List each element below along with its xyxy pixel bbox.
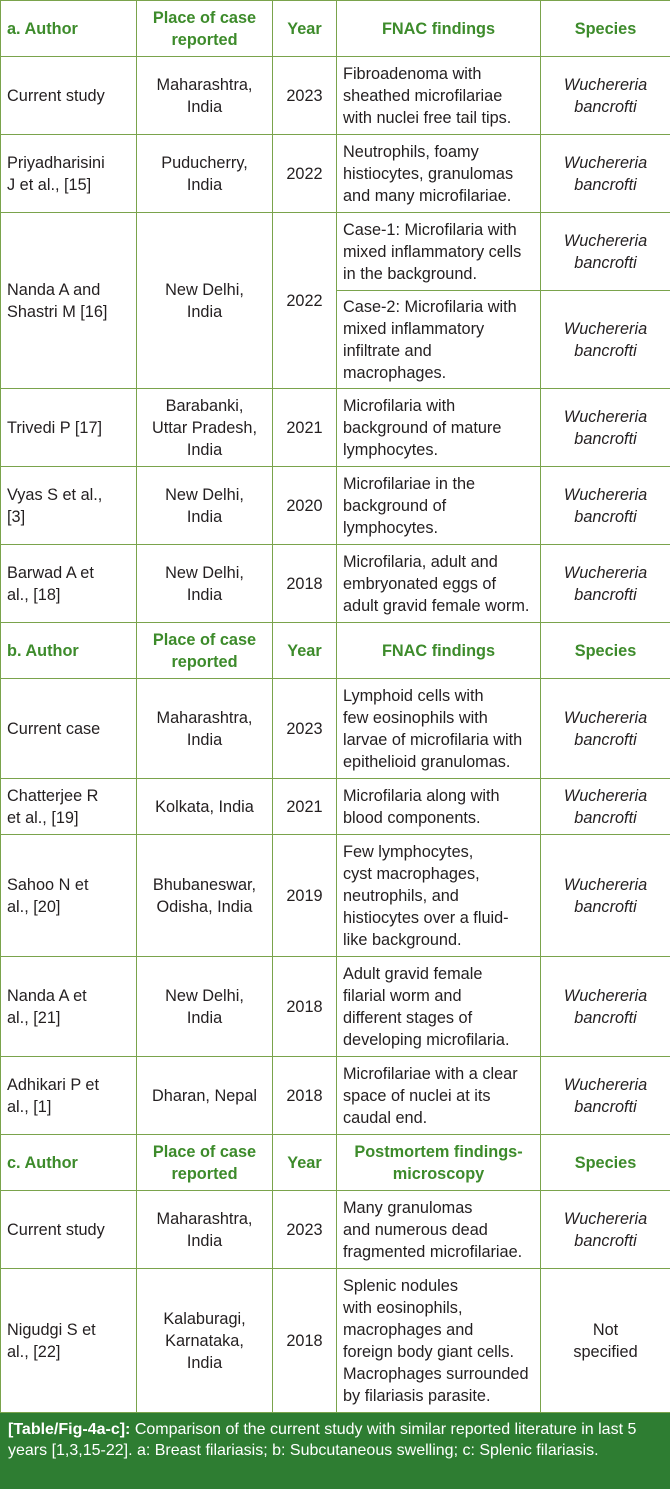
cell-author: Chatterjee R et al., [19] <box>1 779 137 835</box>
table-row <box>1 1269 670 1413</box>
cell-findings: Microfilariae with a clear space of nuclei at its caudal end. <box>337 1057 541 1135</box>
cell-year: 2018 <box>273 545 337 623</box>
table-row <box>1 57 670 135</box>
table-row <box>1 835 670 957</box>
cell-findings: Microfilaria with background of mature lymphocytes. <box>337 389 541 467</box>
table-section-header <box>1 1 670 57</box>
table-row <box>1 779 670 835</box>
cell-year: 2023 <box>273 57 337 135</box>
cell-place: Kolkata, India <box>137 779 273 835</box>
cell-year: 2022 <box>273 213 337 389</box>
cell-findings: Many granulomas and numerous dead fragmented microfilariae. <box>337 1191 541 1269</box>
header-year: Year <box>273 623 337 679</box>
cell-species: Wuchereria bancrofti <box>541 835 670 957</box>
cell-species: Wuchereria bancrofti <box>541 545 670 623</box>
header-place: Place of case reported <box>137 1 273 57</box>
cell-year: 2021 <box>273 389 337 467</box>
cell-place: Dharan, Nepal <box>137 1057 273 1135</box>
cell-year: 2019 <box>273 835 337 957</box>
cell-findings: Neutrophils, foamy histiocytes, granulomas and many microfilariae. <box>337 135 541 213</box>
cell-findings: Microfilaria along with blood components. <box>337 779 541 835</box>
table-row <box>1 1057 670 1135</box>
cell-place: Puducherry, India <box>137 135 273 213</box>
cell-year: 2023 <box>273 1191 337 1269</box>
cell-species: Wuchereria bancrofti <box>541 389 670 467</box>
header-findings: FNAC findings <box>337 1 541 57</box>
table-row <box>1 389 670 467</box>
header-species: Species <box>541 1135 670 1191</box>
cell-author: Vyas S et al., [3] <box>1 467 137 545</box>
cell-species: Wuchereria bancrofti <box>541 779 670 835</box>
table-row <box>1 957 670 1057</box>
cell-author: Nanda A et al., [21] <box>1 957 137 1057</box>
cell-species: Wuchereria bancrofti <box>541 213 670 291</box>
cell-species: Wuchereria bancrofti <box>541 679 670 779</box>
table-section-header <box>1 1135 670 1191</box>
cell-place: Maharashtra, India <box>137 57 273 135</box>
cell-species: Not specified <box>541 1269 670 1413</box>
cell-species: Wuchereria bancrofti <box>541 135 670 213</box>
header-species: Species <box>541 1 670 57</box>
cell-place: New Delhi, India <box>137 545 273 623</box>
cell-year: 2018 <box>273 957 337 1057</box>
cell-author: Nigudgi S et al., [22] <box>1 1269 137 1413</box>
cell-findings: Microfilaria, adult and embryonated eggs of adult gravid female worm. <box>337 545 541 623</box>
table-section-header <box>1 623 670 679</box>
cell-place: Kalaburagi, Karnataka, India <box>137 1269 273 1413</box>
cell-author: Sahoo N et al., [20] <box>1 835 137 957</box>
cell-findings: Case-2: Microfilaria with mixed inflammatory infiltrate and macrophages. <box>337 291 541 389</box>
cell-author: Current study <box>1 57 137 135</box>
cell-author: Trivedi P [17] <box>1 389 137 467</box>
cell-place: Maharashtra, India <box>137 1191 273 1269</box>
header-findings: FNAC findings <box>337 623 541 679</box>
table-row <box>1 467 670 545</box>
cell-species: Wuchereria bancrofti <box>541 1057 670 1135</box>
cell-place: Barabanki, Uttar Pradesh, India <box>137 389 273 467</box>
header-author: a. Author <box>1 1 137 57</box>
cell-species: Wuchereria bancrofti <box>541 57 670 135</box>
cell-findings: Few lymphocytes, cyst macrophages, neutrophils, and histiocytes over a fluid- like background. <box>337 835 541 957</box>
header-species: Species <box>541 623 670 679</box>
cell-place: Maharashtra, India <box>137 679 273 779</box>
cell-findings: Lymphoid cells with few eosinophils with larvae of microfilaria with epithelioid granulomas. <box>337 679 541 779</box>
cell-year: 2021 <box>273 779 337 835</box>
cell-findings: Splenic nodules with eosinophils, macrophages and foreign body giant cells. Macrophages surrounded by filariasis parasite. <box>337 1269 541 1413</box>
table-caption <box>0 1413 670 1489</box>
cell-findings: Microfilariae in the background of lymphocytes. <box>337 467 541 545</box>
table-row <box>1 1191 670 1269</box>
caption-label: [Table/Fig-4a-c]: <box>8 1421 131 1438</box>
header-year: Year <box>273 1 337 57</box>
cell-year: 2020 <box>273 467 337 545</box>
header-place: Place of case reported <box>137 1135 273 1191</box>
header-place: Place of case reported <box>137 623 273 679</box>
cell-place: Bhubaneswar, Odisha, India <box>137 835 273 957</box>
cell-findings: Fibroadenoma with sheathed microfilariae with nuclei free tail tips. <box>337 57 541 135</box>
cell-species: Wuchereria bancrofti <box>541 1191 670 1269</box>
cell-author: Priyadharisini J et al., [15] <box>1 135 137 213</box>
header-author: b. Author <box>1 623 137 679</box>
cell-species: Wuchereria bancrofti <box>541 957 670 1057</box>
header-author: c. Author <box>1 1135 137 1191</box>
cell-species: Wuchereria bancrofti <box>541 291 670 389</box>
cell-species: Wuchereria bancrofti <box>541 467 670 545</box>
cell-author: Adhikari P et al., [1] <box>1 1057 137 1135</box>
cell-author: Current study <box>1 1191 137 1269</box>
caption-text: Comparison of the current study with similar reported literature in last 5 years [1,3,15-22]. a: Breast filariasis; b: Subcutaneous swelling; c: Splenic filariasis. <box>8 1421 637 1459</box>
table-row <box>1 213 670 291</box>
cell-author: Nanda A and Shastri M [16] <box>1 213 137 389</box>
cell-author: Barwad A et al., [18] <box>1 545 137 623</box>
cell-year: 2018 <box>273 1057 337 1135</box>
table-row <box>1 135 670 213</box>
cell-year: 2022 <box>273 135 337 213</box>
cell-findings: Adult gravid female filarial worm and different stages of developing microfilaria. <box>337 957 541 1057</box>
cell-place: New Delhi, India <box>137 467 273 545</box>
cell-place: New Delhi, India <box>137 957 273 1057</box>
cell-year: 2023 <box>273 679 337 779</box>
table-row <box>1 679 670 779</box>
cell-place: New Delhi, India <box>137 213 273 389</box>
header-year: Year <box>273 1135 337 1191</box>
cell-year: 2018 <box>273 1269 337 1413</box>
header-findings: Postmortem findings- microscopy <box>337 1135 541 1191</box>
cell-author: Current case <box>1 679 137 779</box>
table-row <box>1 545 670 623</box>
cell-findings: Case-1: Microfilaria with mixed inflammatory cells in the background. <box>337 213 541 291</box>
